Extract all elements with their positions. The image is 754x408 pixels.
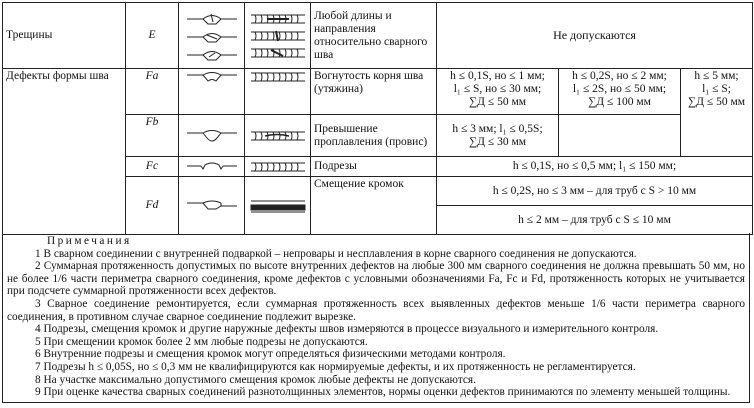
note-item: 6 Внутренние подрезы и смещения кромок могут определяться физическими методами контроля. xyxy=(35,348,506,361)
defect-desc-fd: Смещение кромок xyxy=(311,177,437,235)
limit-fa-3-line: h ≤ 5 мм; xyxy=(694,70,739,82)
weld-section-sketch-fa xyxy=(179,69,245,115)
limit-fa-2-line: l₁ ≤ 2S, но ≤ 50 мм; xyxy=(572,83,667,95)
limit-fb-empty xyxy=(559,115,681,157)
note-item: 1 В сварном соединении с внутренней подваркой – непровары и несплавления в корне сварного соединения не допускаются. xyxy=(35,247,637,260)
defect-code-fd: Fd xyxy=(126,177,179,235)
limit-fa-2-line: h ≤ 0,2S, но ≤ 2 мм; xyxy=(572,70,667,82)
note-item: 2 Суммарная протяженность допустимых по высоте внутренних дефектов на любые 300 мм сварного соединения не должна превышать 50 мм, но не более 1/6 части периметра сварного соединения, кроме дефектов с условными обозначениями Fa, Fc и Fd, протяженность которых не учитывается при подсчете суммарной протяженности всех дефектов. xyxy=(7,260,745,298)
defects-table xyxy=(2,2,753,235)
defect-code-fa: Fa xyxy=(126,69,179,115)
weld-section-sketch-e xyxy=(179,3,245,69)
note-item: 7 Подрезы h ≤ 0,05S, но ≤ 0,3 мм не квалифицируются как нормируемые дефекты, и их протяженность не регламентируется. xyxy=(35,360,636,373)
note-item: 4 Подрезы, смещения кромок и другие наружные дефекты швов измеряются в процессе визуального и измерительного контроля. xyxy=(35,323,659,336)
limit-fb-line: ∑Д ≤ 30 мм xyxy=(468,135,527,148)
limit-fc: h ≤ 0,1S, но ≤ 0,5 мм; l₁ ≤ 150 мм; xyxy=(437,157,753,177)
limit-fb-line: h ≤ 3 мм; l₁ ≤ 0,5S; xyxy=(452,122,543,135)
limit-fd-1: h ≤ 0,2S, но ≤ 3 мм – для труб с S > 10 мм xyxy=(437,177,752,206)
weld-section-sketch-fc xyxy=(179,157,245,177)
note-item: 3 Сварное соединение ремонтируется, если суммарная протяженность всех выявленных дефектов меньше 1/6 части периметра сварного соединения, в противном случае сварное соединение подлежит вырезке. xyxy=(7,297,745,323)
weld-section-sketch-fd xyxy=(179,177,245,235)
limit-fa-2 xyxy=(559,69,681,115)
notes-title: Примечания xyxy=(47,235,132,247)
limit-fa-1 xyxy=(437,69,559,115)
weld-plan-sketch-fd xyxy=(245,177,311,235)
limit-cracks: Не допускаются xyxy=(437,3,753,69)
limit-fa-1-line: ∑Д ≤ 50 мм xyxy=(468,96,527,108)
limit-fd-2: h ≤ 2 мм – для труб с S ≤ 10 мм xyxy=(518,214,671,226)
note-item: 5 При смещении кромок более 2 мм любые подрезы не допускаются. xyxy=(35,335,368,348)
limit-fa-3-line: l₁ ≤ S; xyxy=(702,83,731,95)
row-fa xyxy=(3,69,753,115)
defect-name-form: Дефекты формы шва xyxy=(3,69,126,235)
defect-desc-fa: Вогнутость корня шва (утяжина) xyxy=(311,69,437,115)
limit-fd xyxy=(437,177,753,235)
note-item: 8 На участке максимально допустимого смещения кромок любые дефекты не допускаются. xyxy=(35,373,476,386)
weld-plan-sketch-fa xyxy=(245,69,311,115)
limit-fa-1-line: h ≤ 0,1S, но ≤ 1 мм; xyxy=(450,70,545,82)
weld-plan-sketch-fb xyxy=(245,115,311,157)
row-cracks xyxy=(3,3,753,69)
note-item: 9 При оценке качества сварных соединений разнотолщинных элементов, нормы оценки дефектов принимаются по элементу меньшей толщины. xyxy=(35,386,731,399)
defect-desc-cracks: Любой длины и направления относительно сварного шва xyxy=(311,3,437,69)
defect-desc-fb: Превышение проплавления (провис) xyxy=(311,115,437,157)
defect-code-e: E xyxy=(126,3,179,69)
limit-fa-2-line: ∑Д ≤ 100 мм xyxy=(588,96,651,108)
weld-plan-sketch-e xyxy=(245,3,311,69)
notes-block xyxy=(2,233,750,403)
limit-fa-1-line: l₁ ≤ S, но ≤ 30 мм; xyxy=(453,83,542,95)
defect-code-fb: Fb xyxy=(126,115,179,157)
defect-code-fc: Fc xyxy=(126,157,179,177)
weld-section-sketch-fb xyxy=(179,115,245,157)
defect-name-cracks: Трещины xyxy=(3,3,126,69)
limit-fa-3 xyxy=(681,69,753,157)
weld-plan-sketch-fc xyxy=(245,157,311,177)
defect-desc-fc: Подрезы xyxy=(311,157,437,177)
limit-fa-3-line: ∑Д ≤ 50 мм xyxy=(687,96,746,108)
limit-fb xyxy=(437,115,559,157)
